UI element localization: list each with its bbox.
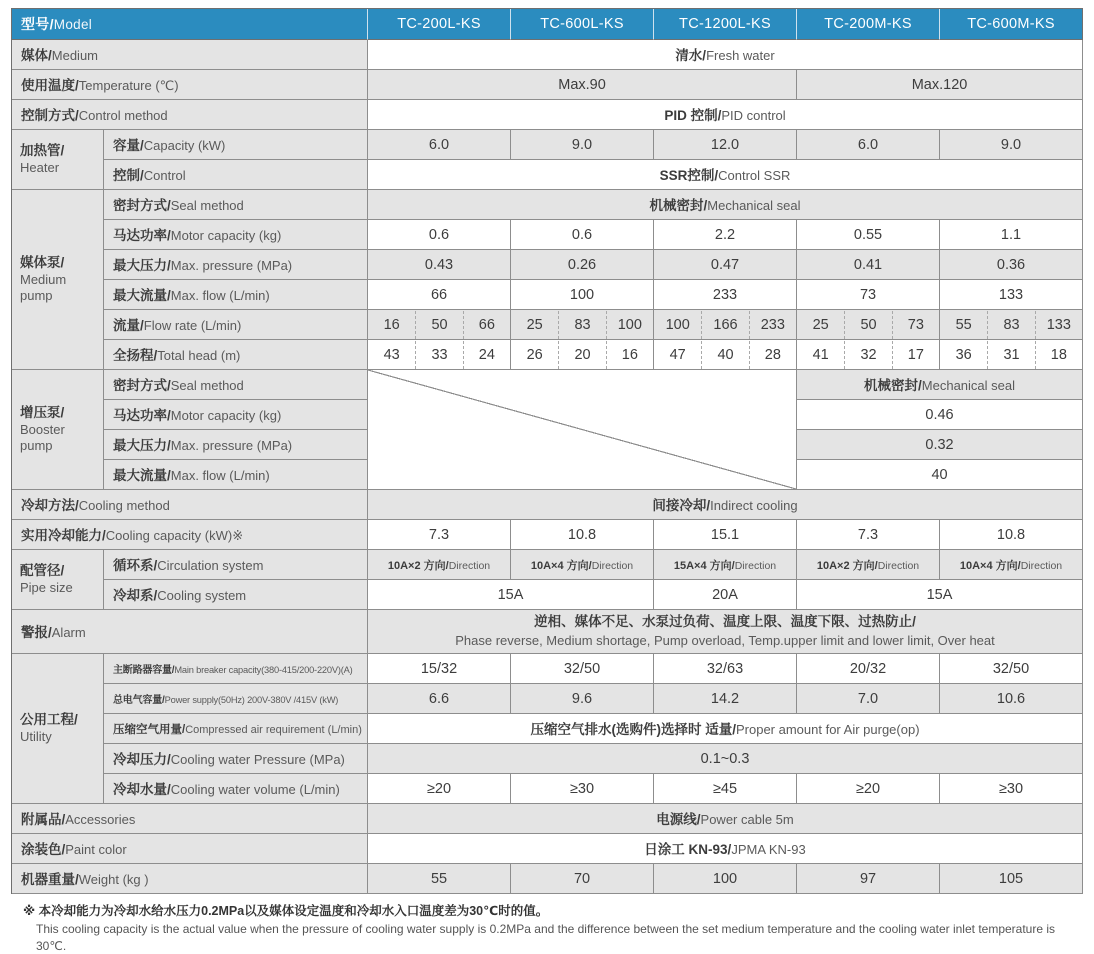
row-label <box>104 310 368 340</box>
spec-value: 7.3 <box>368 520 511 550</box>
spec-value: 9.0 <box>940 130 1083 160</box>
spec-value <box>797 370 1083 400</box>
label-zh: 总电气容量/ <box>113 694 165 706</box>
label-en: JPMA KN-93 <box>731 842 806 857</box>
label-en: Booster pump <box>20 421 65 453</box>
flow-subvalue: 50 <box>844 311 891 339</box>
label-zh: 10A×4 方向/ <box>530 559 592 572</box>
label-zh: 最大压力/ <box>113 258 171 273</box>
flow-subvalue: 16 <box>383 316 400 333</box>
label-zh: SSR控制/ <box>659 168 719 183</box>
label-en: Motor capacity (kg) <box>170 228 282 243</box>
spec-value: 0.47 <box>654 250 797 280</box>
label-en: Max. pressure (MPa) <box>170 438 293 453</box>
spec-value: ≥20 <box>797 774 940 804</box>
spec-table <box>11 8 1083 894</box>
flow-subvalue: 41 <box>812 346 829 363</box>
row-label <box>104 580 368 610</box>
label-en: Weight (kg ) <box>78 872 149 887</box>
flow-subvalue: 55 <box>955 316 972 333</box>
spec-value <box>368 160 1083 190</box>
spec-value <box>368 190 1083 220</box>
label-en: Heater <box>20 159 60 175</box>
label-en: Medium pump <box>20 271 67 303</box>
label-en: Power cable 5m <box>700 812 794 827</box>
label-en: Model <box>53 17 93 32</box>
label-en: Compressed air requirement (L/min) <box>185 723 362 736</box>
label-zh: 压缩空气排水(选购件)选择时 适量/ <box>530 722 736 737</box>
label-en: Motor capacity (kg) <box>170 408 282 423</box>
flow-subvalue: 33 <box>415 341 462 369</box>
label-zh: 容量/ <box>113 138 144 153</box>
label-zh: 公用工程/ <box>20 711 78 727</box>
label-en: Direction <box>734 559 777 572</box>
row-label <box>104 220 368 250</box>
label-zh: 冷却水量/ <box>113 782 171 797</box>
flow-values <box>797 310 940 340</box>
spec-value: 6.0 <box>368 130 511 160</box>
spec-value: 7.3 <box>797 520 940 550</box>
row-label <box>104 370 368 400</box>
group-label <box>12 190 104 370</box>
spec-value: ≥30 <box>940 774 1083 804</box>
row-label <box>104 130 368 160</box>
label-zh: 涂装色/ <box>21 842 66 857</box>
spec-value <box>368 100 1083 130</box>
flow-subvalue: 32 <box>844 341 891 369</box>
spec-value: 6.0 <box>797 130 940 160</box>
label-zh: 冷却系/ <box>113 588 158 603</box>
spec-value <box>654 550 797 580</box>
label-zh: 配管径/ <box>20 562 65 578</box>
flow-subvalue: 26 <box>526 346 543 363</box>
label-en: Power supply(50Hz) 200V-380V /415V (kW) <box>164 694 339 705</box>
row-label <box>104 340 368 370</box>
spec-value: 15.1 <box>654 520 797 550</box>
label-zh: 日涂工 KN-93/ <box>644 842 732 857</box>
spec-value <box>368 804 1083 834</box>
flow-subvalue: 16 <box>606 341 653 369</box>
row-label <box>104 280 368 310</box>
label-zh: 15A×4 方向/ <box>673 559 735 572</box>
label-en: Mechanical seal <box>707 198 801 213</box>
label-en: Flow rate (L/min) <box>143 318 242 333</box>
spec-value: 66 <box>368 280 511 310</box>
spec-value: ≥45 <box>654 774 797 804</box>
spec-value: 32/50 <box>511 654 654 684</box>
spec-value <box>368 550 511 580</box>
flow-subvalue: 73 <box>892 311 939 339</box>
spec-value: 55 <box>368 864 511 894</box>
label-en: Temperature (℃) <box>78 78 179 93</box>
row-label <box>12 40 368 70</box>
label-zh: 实用冷却能力/ <box>21 528 106 543</box>
label-zh: 最大流量/ <box>113 288 171 303</box>
spec-value: 7.0 <box>797 684 940 714</box>
label-zh: 控制/ <box>113 168 144 183</box>
label-zh: 密封方式/ <box>113 378 171 393</box>
model-corner-label <box>12 9 368 40</box>
label-zh: 密封方式/ <box>113 198 171 213</box>
alarm-text-zh: 逆相、媒体不足、水泵过负荷、温度上限、温度下限、过热防止/ <box>534 613 916 629</box>
spec-value: 2.2 <box>654 220 797 250</box>
label-en: Alarm <box>51 625 86 640</box>
label-zh: 电源线/ <box>656 812 701 827</box>
spec-value <box>797 550 940 580</box>
spec-value: 20A <box>654 580 797 610</box>
row-label <box>12 100 368 130</box>
row-label <box>12 70 368 100</box>
alarm-values <box>368 610 1083 654</box>
label-zh: 使用温度/ <box>21 78 79 93</box>
spec-value: 10.8 <box>940 520 1083 550</box>
label-zh: 媒体/ <box>21 48 52 63</box>
spec-value <box>511 550 654 580</box>
label-en: Main breaker capacity(380-415/200-220V)(A) <box>174 664 353 675</box>
flow-values <box>654 310 797 340</box>
spec-value: 0.55 <box>797 220 940 250</box>
spec-value <box>940 550 1083 580</box>
spec-value: 1.1 <box>940 220 1083 250</box>
spec-value: 70 <box>511 864 654 894</box>
label-zh: PID 控制/ <box>664 108 722 123</box>
label-zh: 媒体泵/ <box>20 254 65 270</box>
spec-value: 32/50 <box>940 654 1083 684</box>
label-en: Cooling method <box>78 498 170 513</box>
model-header-cell: TC-600M-KS <box>940 9 1083 40</box>
label-en: Max. flow (L/min) <box>170 468 270 483</box>
spec-value: 105 <box>940 864 1083 894</box>
flow-subvalue: 36 <box>955 346 972 363</box>
row-label <box>12 490 368 520</box>
spec-value: 20/32 <box>797 654 940 684</box>
label-en: Cooling water volume (L/min) <box>170 782 340 797</box>
spec-value: 100 <box>654 864 797 894</box>
label-zh: 增压泵/ <box>20 404 65 420</box>
spec-value: 0.36 <box>940 250 1083 280</box>
spec-value: 32/63 <box>654 654 797 684</box>
spec-value: Max.120 <box>797 70 1083 100</box>
label-en: Cooling system <box>157 588 247 603</box>
label-en: Capacity (kW) <box>143 138 226 153</box>
spec-value <box>368 490 1083 520</box>
label-zh: 最大流量/ <box>113 468 171 483</box>
label-en: Seal method <box>170 198 244 213</box>
footnote-en: This cooling capacity is the actual value when the pressure of cooling water supply is 0.2MPa and the difference between the set medium temperature and the cooling water inlet temperature is 30℃. <box>36 921 1056 953</box>
row-label <box>104 160 368 190</box>
flow-subvalue: 43 <box>383 346 400 363</box>
model-header-cell: TC-200L-KS <box>368 9 511 40</box>
group-label <box>12 550 104 610</box>
model-header-cell: TC-200M-KS <box>797 9 940 40</box>
flow-subvalue: 233 <box>749 311 796 339</box>
spec-value: 9.0 <box>511 130 654 160</box>
row-label <box>104 550 368 580</box>
spec-value: 6.6 <box>368 684 511 714</box>
label-en: Pipe size <box>20 579 73 595</box>
label-zh: 循环系/ <box>113 558 158 573</box>
label-zh: 控制方式/ <box>21 108 79 123</box>
flow-subvalue: 50 <box>415 311 462 339</box>
label-en: Indirect cooling <box>710 498 798 513</box>
label-zh: 机械密封/ <box>864 378 922 393</box>
label-zh: 机器重量/ <box>21 872 79 887</box>
label-en: Direction <box>1020 559 1063 572</box>
spec-value: 133 <box>940 280 1083 310</box>
flow-subvalue: 25 <box>526 316 543 333</box>
spec-value: 233 <box>654 280 797 310</box>
flow-values <box>797 340 940 370</box>
label-zh: 马达功率/ <box>113 408 171 423</box>
label-zh: 压缩空气用量/ <box>113 723 186 736</box>
spec-value: 9.6 <box>511 684 654 714</box>
flow-values <box>940 340 1083 370</box>
row-label <box>104 190 368 220</box>
group-label <box>12 130 104 190</box>
label-zh: 警报/ <box>21 625 52 640</box>
alarm-text-en: Phase reverse, Medium shortage, Pump overload, Temp.upper limit and lower limit, Over heat <box>455 632 995 648</box>
flow-values <box>368 310 511 340</box>
spec-value: 12.0 <box>654 130 797 160</box>
label-en: Cooling water Pressure (MPa) <box>170 752 345 767</box>
spec-value <box>368 714 1083 744</box>
flow-values <box>368 340 511 370</box>
label-en: Control <box>143 168 186 183</box>
spec-value: 0.6 <box>368 220 511 250</box>
label-en: Control method <box>78 108 168 123</box>
flow-subvalue: 100 <box>665 316 690 333</box>
label-zh: 机械密封/ <box>649 198 708 213</box>
label-zh: 流量/ <box>113 318 144 333</box>
flow-subvalue: 17 <box>892 341 939 369</box>
spec-value: 100 <box>511 280 654 310</box>
flow-subvalue: 18 <box>1035 341 1082 369</box>
label-en: Direction <box>877 559 920 572</box>
spec-value: 15/32 <box>368 654 511 684</box>
spec-value: 73 <box>797 280 940 310</box>
label-en: Paint color <box>65 842 127 857</box>
label-en: Accessories <box>65 812 136 827</box>
row-label <box>12 804 368 834</box>
flow-subvalue: 20 <box>558 341 605 369</box>
flow-subvalue: 24 <box>463 341 510 369</box>
row-label <box>12 864 368 894</box>
spec-value <box>368 834 1083 864</box>
row-label <box>12 834 368 864</box>
spec-value: 0.26 <box>511 250 654 280</box>
label-en: Fresh water <box>706 48 775 63</box>
label-zh: 马达功率/ <box>113 228 171 243</box>
label-zh: 主断路器容量/ <box>113 664 175 676</box>
flow-values <box>511 310 654 340</box>
spec-value: 0.1~0.3 <box>368 744 1083 774</box>
row-label <box>104 684 368 714</box>
footnote-zh: ※ 本冷却能力为冷却水给水压力0.2MPa以及媒体设定温度和冷却水入口温度差为30℃时的值。 <box>23 904 549 918</box>
label-en: Circulation system <box>157 558 264 573</box>
row-label <box>104 430 368 460</box>
label-en: Seal method <box>170 378 244 393</box>
label-en: Max. flow (L/min) <box>170 288 270 303</box>
label-zh: 冷却方法/ <box>21 498 79 513</box>
spec-value: ≥20 <box>368 774 511 804</box>
row-label <box>104 250 368 280</box>
spec-value: 0.43 <box>368 250 511 280</box>
flow-subvalue: 31 <box>987 341 1034 369</box>
spec-value: 10.6 <box>940 684 1083 714</box>
label-zh: 全扬程/ <box>113 348 158 363</box>
spec-value: 0.41 <box>797 250 940 280</box>
group-label <box>12 370 104 490</box>
label-zh: 10A×2 方向/ <box>387 559 449 572</box>
row-label <box>104 400 368 430</box>
label-zh: 10A×4 方向/ <box>959 559 1021 572</box>
model-header-cell: TC-600L-KS <box>511 9 654 40</box>
flow-subvalue: 40 <box>701 341 748 369</box>
label-en: Total head (m) <box>157 348 241 363</box>
spec-value: 15A <box>797 580 1083 610</box>
flow-subvalue: 83 <box>987 311 1034 339</box>
row-label <box>104 654 368 684</box>
label-zh: 加热管/ <box>20 142 65 158</box>
label-en: Proper amount for Air purge(op) <box>735 722 920 737</box>
label-en: Utility <box>20 728 52 744</box>
label-zh: 型号/ <box>21 16 54 32</box>
row-label <box>104 744 368 774</box>
label-zh: 间接冷却/ <box>652 498 711 513</box>
label-en: Direction <box>591 559 634 572</box>
label-en: Control SSR <box>718 168 791 183</box>
label-zh: 冷却压力/ <box>113 752 171 767</box>
spec-value: 0.46 <box>797 400 1083 430</box>
flow-subvalue: 83 <box>558 311 605 339</box>
flow-values <box>511 340 654 370</box>
na-diagonal-cell <box>368 370 797 490</box>
label-zh: 最大压力/ <box>113 438 171 453</box>
flow-subvalue: 28 <box>749 341 796 369</box>
flow-subvalue: 66 <box>463 311 510 339</box>
spec-value: 10.8 <box>511 520 654 550</box>
flow-subvalue: 133 <box>1035 311 1082 339</box>
flow-subvalue: 25 <box>812 316 829 333</box>
flow-subvalue: 100 <box>606 311 653 339</box>
row-label <box>104 774 368 804</box>
row-label <box>12 520 368 550</box>
spec-value: 97 <box>797 864 940 894</box>
flow-values <box>654 340 797 370</box>
flow-subvalue: 47 <box>669 346 686 363</box>
label-zh: 10A×2 方向/ <box>816 559 878 572</box>
flow-values <box>940 310 1083 340</box>
spec-value: 15A <box>368 580 654 610</box>
label-en: Max. pressure (MPa) <box>170 258 293 273</box>
footnote <box>11 894 1084 954</box>
label-zh: 清水/ <box>675 48 707 63</box>
label-en: Direction <box>448 559 491 572</box>
row-label <box>104 460 368 490</box>
spec-value: ≥30 <box>511 774 654 804</box>
spec-value: 0.32 <box>797 430 1083 460</box>
label-zh: 附属品/ <box>21 812 66 827</box>
spec-value: 14.2 <box>654 684 797 714</box>
spec-value: 40 <box>797 460 1083 490</box>
label-en: Mechanical seal <box>921 378 1015 393</box>
model-header-cell: TC-1200L-KS <box>654 9 797 40</box>
label-en: Medium <box>51 48 99 63</box>
flow-subvalue: 166 <box>701 311 748 339</box>
row-label <box>12 610 368 654</box>
label-en: Cooling capacity (kW)※ <box>105 528 244 543</box>
label-en: PID control <box>721 108 786 123</box>
spec-value: Max.90 <box>368 70 797 100</box>
group-label <box>12 654 104 804</box>
row-label <box>104 714 368 744</box>
spec-value <box>368 40 1083 70</box>
spec-value: 0.6 <box>511 220 654 250</box>
